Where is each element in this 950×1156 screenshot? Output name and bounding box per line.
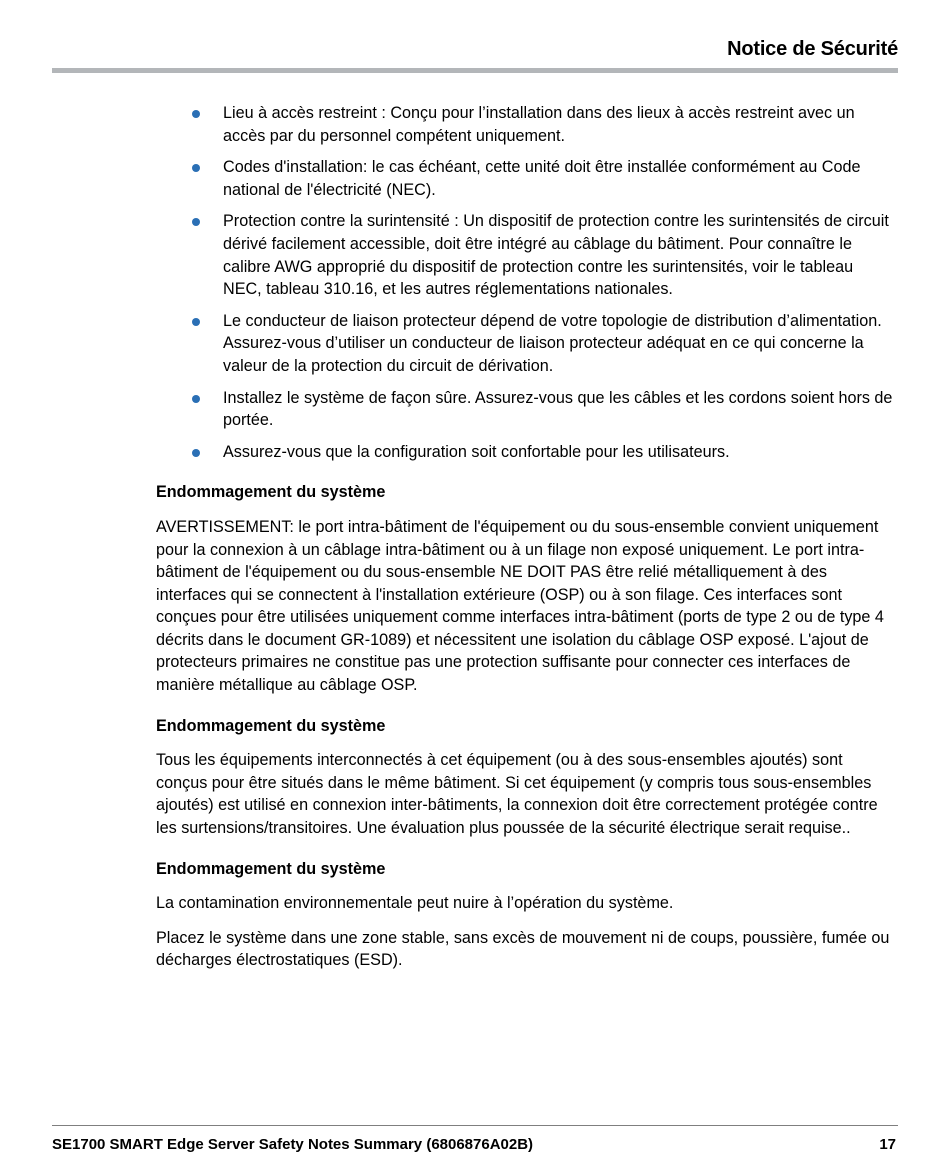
bullet-item [156, 210, 896, 300]
bullet-text: Installez le système de façon sûre. Assurez-vous que les câbles et les cordons soient hors de portée. [223, 388, 893, 430]
section-paragraph: La contamination environnementale peut nuire à l’opération du système. [156, 894, 674, 913]
section-heading: Endommagement du système [156, 716, 386, 735]
bullet-item [156, 310, 896, 378]
bullet-dot-icon [192, 164, 200, 172]
page-header-title: Notice de Sécurité [727, 38, 898, 60]
bullet-text: Protection contre la surintensité : Un dispositif de protection contre les surintensités de circuit dérivé facilement accessible, doit être intégré au câblage du bâtiment. Pour connaître le calibre AWG approprié du dispositif de protection contre les surintensités, voir le tableau NEC, tableau 310.16, et les autres réglementations nationales. [223, 212, 889, 299]
bullet-text: Assurez-vous que la configuration soit confortable pour les utilisateurs. [223, 442, 730, 461]
header-divider [52, 68, 898, 73]
section-paragraph: Placez le système dans une zone stable, sans excès de mouvement ni de coups, poussière, fumée ou décharges électrostatiques (ESD). [156, 928, 890, 970]
section-paragraph: AVERTISSEMENT: le port intra-bâtiment de l'équipement ou du sous-ensemble convient uniquement pour la connexion à un câblage intra-bâtiment ou à un filage non exposé uniquement. Le port intra-bâtiment de l'équipement ou du sous-ensemble NE DOIT PAS être relié métalliquement à des interfaces qui se connectent à l'installation extérieure (OSP) ou à son filage. Ces interfaces sont conçues pour être utilisées uniquement comme interfaces intra-bâtiment (ports de type 2 ou de type 4 décrits dans le document GR-1089) et nécessitent une isolation du câblage OSP exposé. L'ajout de protecteurs primaires ne constitue pas une protection suffisante pour connecter ces interfaces de manière métallique au câblage OSP. [156, 517, 884, 695]
bullet-dot-icon [192, 318, 200, 326]
bullet-item [156, 156, 896, 201]
bullet-dot-icon [192, 449, 200, 457]
bullet-text: Le conducteur de liaison protecteur dépend de votre topologie de distribution d’alimentation. Assurez-vous d’utiliser un conducteur de liaison protecteur adéquat en ce qui concerne la valeur de la protection du circuit de dérivation. [223, 311, 882, 375]
bullet-item [156, 441, 896, 464]
footer-divider [52, 1125, 898, 1126]
page-content [156, 102, 896, 984]
bullet-dot-icon [192, 395, 200, 403]
section-paragraph: Tous les équipements interconnectés à cet équipement (ou à des sous-ensembles ajoutés) sont conçus pour être situés dans le même bâtiment. Si cet équipement (y compris tous sous-ensembles ajoutés) est utilisé en connexion inter-bâtiments, la connexion doit être correctement protégée contre les surtensions/transitoires. Une évaluation plus poussée de la sécurité électrique serait requise.. [156, 751, 878, 838]
bullet-item [156, 102, 896, 147]
bullet-dot-icon [192, 218, 200, 226]
bullet-dot-icon [192, 110, 200, 118]
footer-page-number: 17 [879, 1136, 896, 1153]
bullet-text: Codes d'installation: le cas échéant, cette unité doit être installée conformément au Code national de l'électricité (NEC). [223, 158, 861, 199]
section-heading: Endommagement du système [156, 483, 386, 502]
safety-bullet-list [156, 102, 896, 463]
section-heading: Endommagement du système [156, 859, 386, 878]
bullet-item [156, 387, 896, 432]
footer-document-title: SE1700 SMART Edge Server Safety Notes Summary (6806876A02B) [52, 1136, 534, 1153]
bullet-text: Lieu à accès restreint : Conçu pour l’installation dans des lieux à accès restreint avec un accès par du personnel compétent uniquement. [223, 104, 855, 145]
